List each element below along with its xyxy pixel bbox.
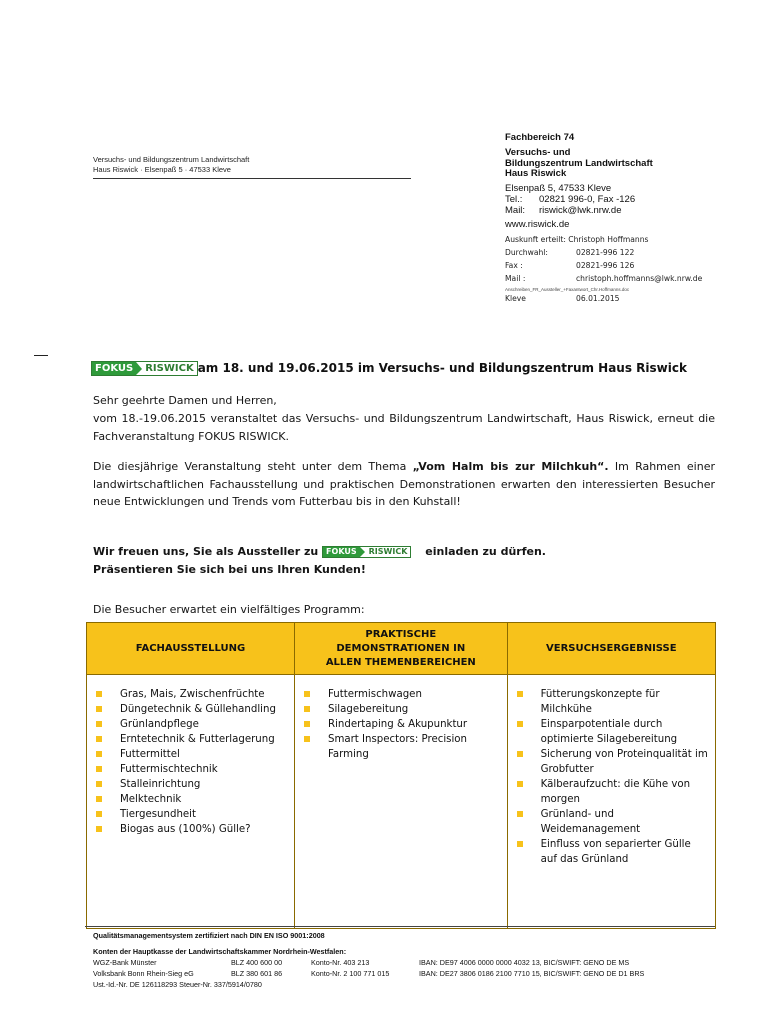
list-item-text: Silagebereitung — [327, 704, 409, 715]
table-header-row — [87, 623, 716, 675]
list-demonstrationen — [301, 687, 501, 762]
paragraph-2-end: Im Rahmen einer landwirtschaftlichen Fachausstellung und praktischen Demonstrationen erwarten den interessierten Besucher neue Entwicklungen und Trends vom Futterbau bis in den Kuhstall! — [93, 460, 715, 508]
letterhead — [505, 132, 735, 305]
list-item — [514, 687, 709, 717]
list-item-text: Sicherung von Proteinqualität im Grobfutter — [540, 749, 708, 775]
paragraph-2-start: Die diesjährige Veranstaltung steht unter dem Thema — [93, 460, 413, 473]
list-item — [514, 747, 709, 777]
column-demonstrationen — [294, 675, 507, 929]
organization-name — [505, 148, 735, 180]
contact-label: Durchwahl: — [505, 247, 548, 257]
footer — [93, 930, 715, 990]
list-item — [93, 807, 288, 822]
fokus-riswick-logo — [91, 361, 198, 376]
bullet-square-icon — [96, 811, 102, 817]
list-item — [301, 687, 501, 702]
column-versuchsergebnisse — [507, 675, 715, 929]
header-versuchsergebnisse: VERSUCHSERGEBNISSE — [507, 623, 715, 675]
footer-divider — [85, 926, 715, 927]
bullet-square-icon — [517, 781, 523, 787]
list-item — [301, 732, 501, 762]
bank-blz: BLZ 400 600 00 — [231, 958, 283, 967]
list-item — [93, 762, 288, 777]
list-fachausstellung — [93, 687, 288, 837]
bullet-square-icon — [96, 826, 102, 832]
contact-label: Fax : — [505, 260, 523, 270]
org-line: Versuchs- und — [505, 147, 571, 158]
list-item — [301, 717, 501, 732]
list-item-text: Einfluss von separierter Gülle auf das Grünland — [540, 839, 691, 865]
list-item — [93, 717, 288, 732]
theme-text: „Vom Halm bis zur Milchkuh“. — [412, 460, 609, 473]
list-item — [93, 732, 288, 747]
accounts-title: Konten der Hauptkasse der Landwirtschaftskammer Nordrhein-Westfalen: — [93, 947, 347, 956]
contact-person: Auskunft erteilt: Christoph Hoffmanns — [505, 234, 649, 244]
list-item-text: Futtermittel — [120, 749, 180, 760]
mail-line — [505, 205, 735, 216]
tax-ids: Ust.-Id.-Nr. DE 126118293 Steuer-Nr. 337/5914/0780 — [93, 980, 262, 989]
website-link[interactable]: www.riswick.de — [505, 218, 570, 230]
contact-row — [505, 259, 735, 272]
bullet-square-icon — [304, 691, 310, 697]
headline-text: am 18. und 19.06.2015 im Versuchs- und Bildungszentrum Haus Riswick — [197, 361, 687, 375]
list-item-text: Biogas aus (100%) Gülle? — [120, 824, 251, 835]
contact-row — [505, 246, 735, 259]
list-item-text: Futtermischtechnik — [120, 764, 218, 775]
bank-iban: IBAN: DE97 4006 0000 0000 4032 13, BIC/SWIFT: GENO DE MS — [419, 958, 630, 967]
phone-line — [505, 194, 735, 205]
logo-left: FOKUS — [92, 362, 136, 375]
bullet-square-icon — [517, 811, 523, 817]
mail-label: Mail: — [505, 204, 526, 216]
list-item — [514, 807, 709, 837]
salutation: Sehr geehrte Damen und Herren, — [93, 394, 277, 407]
list-item — [93, 702, 288, 717]
bullet-square-icon — [517, 841, 523, 847]
bullet-square-icon — [304, 721, 310, 727]
bullet-square-icon — [96, 736, 102, 742]
bank-name: WGZ-Bank Münster — [93, 958, 157, 967]
list-item-text: Stalleinrichtung — [120, 779, 201, 790]
program-table — [86, 622, 716, 929]
place: Kleve — [505, 293, 526, 303]
column-fachausstellung — [87, 675, 295, 929]
phone-label: Tel.: — [505, 193, 523, 205]
invitation-line-2: Präsentieren Sie sich bei uns Ihren Kunden! — [93, 562, 366, 576]
contact-value[interactable]: christoph.hoffmanns@lwk.nrw.de — [576, 273, 703, 283]
invitation-line-1 — [93, 543, 715, 561]
bank-konto: Konto-Nr. 2 100 771 015 — [311, 969, 390, 978]
list-item — [514, 777, 709, 807]
list-item — [514, 837, 709, 867]
table-row — [87, 675, 716, 929]
contact-block — [505, 233, 735, 285]
list-item — [301, 702, 501, 717]
invite-end: einladen zu dürfen. — [425, 545, 546, 558]
bullet-square-icon — [517, 691, 523, 697]
qm-note: Qualitätsmanagementsystem zertifiziert nach DIN EN ISO 9001:2008 — [93, 931, 325, 940]
bullet-square-icon — [96, 691, 102, 697]
invitation — [93, 543, 715, 578]
list-item-text: Tiergesundheit — [120, 809, 196, 820]
bullet-square-icon — [96, 721, 102, 727]
file-reference: Anschreiben_FR_Aussteller_+Faxantwort_Chr.Hoffmanns.doc — [505, 286, 630, 292]
bullet-square-icon — [96, 796, 102, 802]
org-line: Bildungszentrum Landwirtschaft — [505, 157, 653, 169]
list-item-text: Gras, Mais, Zwischenfrüchte — [120, 689, 265, 700]
headline — [91, 361, 687, 376]
list-item-text: Erntetechnik & Futterlagerung — [120, 734, 275, 745]
bank-iban: IBAN: DE27 3806 0186 2100 7710 15, BIC/SWIFT: GENO DE D1 BRS — [419, 969, 645, 978]
fold-mark — [34, 355, 48, 356]
sender-org: Versuchs- und Bildungszentrum Landwirtschaft — [93, 155, 250, 164]
list-item-text: Kälberaufzucht: die Kühe von morgen — [540, 779, 691, 805]
fokus-riswick-logo-small — [322, 546, 411, 558]
date: 06.01.2015 — [576, 293, 620, 303]
list-item-text: Grünland- und Weidemanagement — [540, 809, 641, 835]
paragraph-1: vom 18.-19.06.2015 veranstaltet das Versuchs- und Bildungszentrum Landwirtschaft, Haus Riswick, erneut die Fachveranstaltung FOKUS RISWICK. — [93, 412, 715, 443]
bullet-square-icon — [96, 706, 102, 712]
org-line: Haus Riswick — [505, 168, 567, 179]
contact-row — [505, 272, 735, 285]
department: Fachbereich 74 — [505, 132, 575, 143]
program-intro: Die Besucher erwartet ein vielfältiges Programm: — [93, 603, 365, 616]
list-item-text: Smart Inspectors: Precision Farming — [327, 734, 467, 760]
bullet-square-icon — [517, 751, 523, 757]
list-item-text: Melktechnik — [120, 794, 182, 805]
header-demonstrationen — [294, 623, 507, 675]
bullet-square-icon — [96, 781, 102, 787]
header-demonstrationen-text: PRAKTISCHE DEMONSTRATIONEN IN ALLEN THEMENBEREICHEN — [325, 628, 476, 668]
list-item-text: Fütterungskonzepte für Milchkühe — [540, 689, 660, 715]
bullet-square-icon — [304, 736, 310, 742]
street-address: Elsenpaß 5, 47533 Kleve — [505, 182, 612, 194]
logo-right: RISWICK — [360, 547, 411, 557]
list-item-text: Einsparpotentiale durch optimierte Silagebereitung — [540, 719, 678, 745]
mail-value[interactable]: riswick@lwk.nrw.de — [539, 204, 622, 216]
contact-value: 02821-996 122 — [576, 247, 635, 257]
invite-start: Wir freuen uns, Sie als Aussteller zu — [93, 545, 319, 558]
list-item-text: Düngetechnik & Güllehandling — [120, 704, 276, 715]
logo-left: FOKUS — [323, 547, 360, 557]
bank-row — [93, 957, 715, 968]
bullet-square-icon — [517, 721, 523, 727]
bullet-square-icon — [96, 751, 102, 757]
list-item — [93, 747, 288, 762]
list-item — [93, 687, 288, 702]
list-item — [93, 822, 288, 837]
contact-label: Mail : — [505, 273, 526, 283]
header-fachausstellung: FACHAUSSTELLUNG — [87, 623, 295, 675]
list-item-text: Rindertaping & Akupunktur — [327, 719, 468, 730]
address-block — [505, 183, 735, 216]
bank-blz: BLZ 380 601 86 — [231, 969, 283, 978]
phone-value: 02821 996-0, Fax -126 — [539, 193, 636, 205]
bank-row — [93, 968, 715, 979]
bullet-square-icon — [96, 766, 102, 772]
place-date-row — [505, 292, 735, 305]
bank-name: Volksbank Bonn Rhein-Sieg eG — [93, 969, 194, 978]
list-item — [514, 717, 709, 747]
paragraph-2 — [93, 458, 715, 511]
sender-address: Haus Riswick · Elsenpaß 5 · 47533 Kleve — [93, 164, 231, 174]
contact-value: 02821-996 126 — [576, 260, 635, 270]
list-item — [93, 777, 288, 792]
bank-konto: Konto-Nr. 403 213 — [311, 958, 370, 967]
list-item-text: Grünlandpflege — [120, 719, 199, 730]
list-item-text: Futtermischwagen — [327, 689, 422, 700]
list-versuchsergebnisse — [514, 687, 709, 867]
logo-right: RISWICK — [136, 362, 196, 375]
sender-return-address — [93, 155, 411, 179]
list-item — [93, 792, 288, 807]
bullet-square-icon — [304, 706, 310, 712]
